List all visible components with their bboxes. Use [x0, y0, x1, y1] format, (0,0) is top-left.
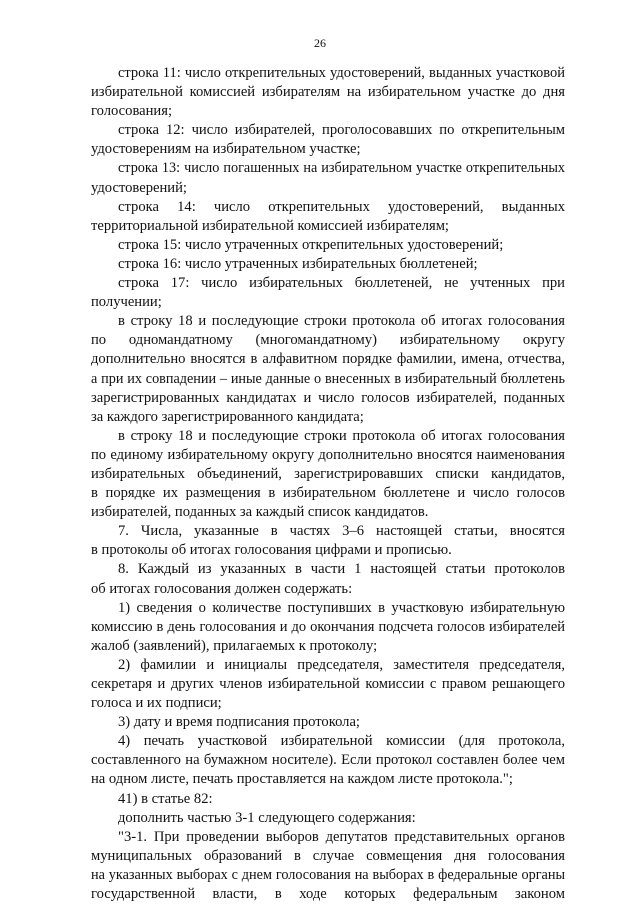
- text-line: территориальной избирательной комиссией избирателям;: [91, 217, 449, 234]
- text-line: секретаря и других членов избирательной комиссии с правом решающего: [91, 676, 565, 692]
- text-line: по единому избирательному округу дополнительно вносятся наименования: [91, 446, 565, 463]
- text-line: голосования;: [91, 103, 173, 120]
- text-line: строка 13: число погашенных на избирательном участке открепительных: [118, 160, 565, 177]
- text-line: 7. Числа, указанные в частях 3–6 настоящей статьи, вносятся: [118, 523, 565, 540]
- text-line: 8. Каждый из указанных в части 1 настоящей статьи протоколов: [118, 561, 565, 578]
- text-line: комиссию в день голосования и до окончания подсчета голосов избирателей: [91, 618, 565, 635]
- text-line: строка 15: число утраченных открепительных удостоверений;: [118, 236, 504, 253]
- text-line: в строку 18 и последующие строки протокола об итогах голосования: [118, 427, 565, 444]
- text-line: дополнить частью 3-1 следующего содержания:: [118, 809, 416, 826]
- text-line: удостоверений;: [91, 179, 187, 196]
- text-line: жалоб (заявлений), прилагаемых к протоколу;: [91, 637, 378, 654]
- text-line: на указанных выборах с днем голосования на выборах в федеральные органы: [91, 866, 565, 883]
- text-line: за каждого зарегистрированного кандидата;: [91, 408, 364, 425]
- page-number: 26: [314, 36, 326, 50]
- text-line: по одномандатному (многомандатному) избирательному округу: [91, 332, 565, 349]
- text-line: муниципальных образований в случае совмещения дня голосования: [91, 847, 565, 864]
- text-line: в строку 18 и последующие строки протокола об итогах голосования: [118, 313, 565, 330]
- text-line: строка 12: число избирателей, проголосовавших по открепительным: [118, 122, 565, 139]
- document-body: [91, 64, 565, 904]
- text-line: в порядке их размещения в избирательном бюллетене и число голосов: [91, 485, 565, 502]
- text-line: государственной власти, в ходе которых федеральным законом: [91, 886, 565, 903]
- text-line: избирателей, поданных за каждый список кандидатов.: [91, 504, 429, 521]
- text-line: избирательной комиссией избирателям на избирательном участке до дня: [91, 84, 565, 101]
- text-line: в протоколы об итогах голосования цифрами и прописью.: [91, 542, 452, 559]
- text-line: голоса и их подписи;: [91, 695, 222, 712]
- text-line: дополнительно вносятся в алфавитном порядке фамилии, имена, отчества,: [91, 351, 565, 368]
- text-line: "3-1. При проведении выборов депутатов представительных органов: [118, 828, 565, 845]
- text-line: а при их совпадении – иные данные о внесенных в избирательный бюллетень: [91, 370, 565, 387]
- text-line: 1) сведения о количестве поступивших в участковую избирательную: [118, 599, 565, 616]
- text-line: 3) дату и время подписания протокола;: [118, 714, 360, 731]
- text-line: строка 11: число открепительных удостоверений, выданных участковой: [118, 65, 565, 81]
- text-line: 2) фамилии и инициалы председателя, заместителя председателя,: [118, 656, 565, 673]
- text-line: получении;: [91, 294, 162, 311]
- text-line: строка 17: число избирательных бюллетеней, не учтенных при: [118, 275, 565, 292]
- text-line: на одном листе, печать проставляется на каждом листе протокола.";: [91, 771, 513, 788]
- text-line: зарегистрированных кандидатах и число голосов избирателей, поданных: [91, 389, 565, 406]
- text-line: составленного на бумажном носителе). Если протокол составлен более чем: [91, 752, 565, 769]
- text-line: 4) печать участковой избирательной комиссии (для протокола,: [118, 733, 565, 750]
- text-line: 41) в статье 82:: [118, 790, 213, 807]
- text-line: об итогах голосования должен содержать:: [91, 580, 353, 597]
- text-line: строка 14: число открепительных удостоверений, выданных: [118, 198, 565, 215]
- text-line: удостоверениям на избирательном участке;: [91, 141, 361, 158]
- text-line: строка 16: число утраченных избирательных бюллетеней;: [118, 255, 478, 272]
- text-line: избирательных объединений, зарегистрировавших списки кандидатов,: [91, 465, 565, 482]
